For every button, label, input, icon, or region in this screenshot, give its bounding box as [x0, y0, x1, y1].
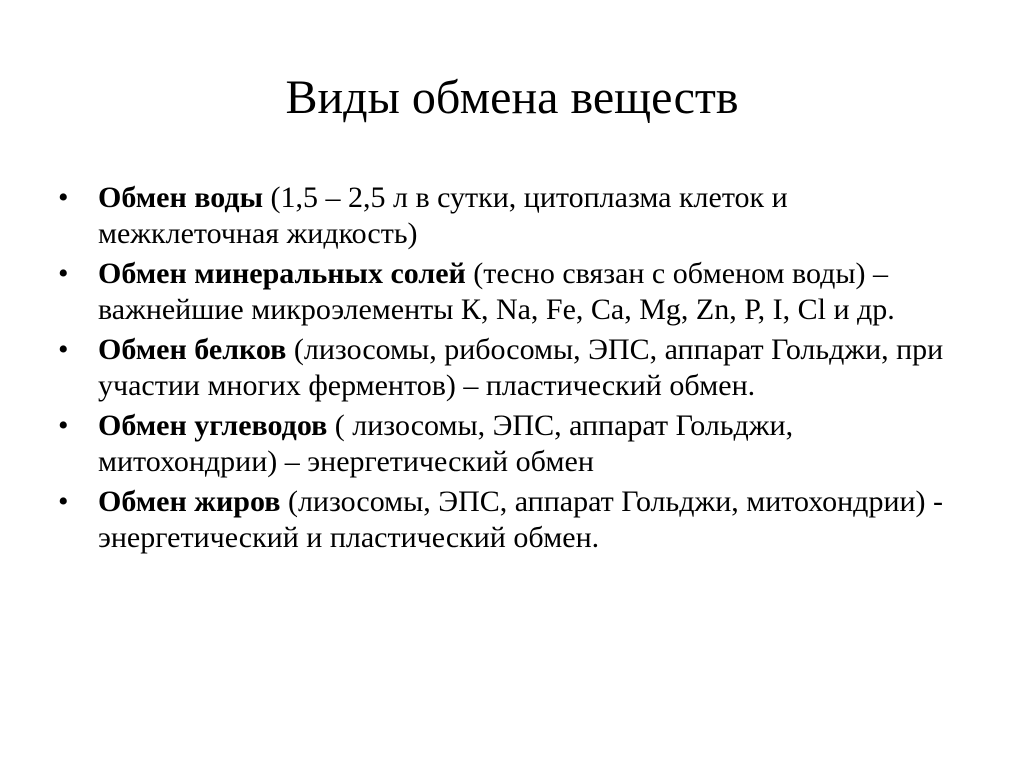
bullet-term: Обмен минеральных солей	[98, 257, 466, 290]
bullet-item-minerals	[58, 256, 958, 328]
bullet-icon: •	[58, 333, 69, 366]
bullet-item-proteins	[58, 332, 958, 404]
bullet-item-water	[58, 180, 958, 252]
bullet-text: ( лизосомы, ЭПС, аппарат Гольджи, митохондрии) – энергетический обмен	[98, 409, 794, 478]
bullet-icon: •	[58, 409, 69, 442]
bullet-term: Обмен воды	[98, 181, 263, 214]
bullet-item-carbohydrates	[58, 408, 958, 480]
bullet-list	[58, 180, 958, 560]
bullet-text: (лизосомы, ЭПС, аппарат Гольджи, митохондрии) - энергетический и пластический обмен.	[98, 485, 944, 554]
bullet-term: Обмен жиров	[98, 485, 281, 518]
bullet-icon: •	[58, 257, 69, 290]
slide-title: Виды обмена веществ	[285, 71, 739, 124]
bullet-icon: •	[58, 181, 69, 214]
bullet-item-fats	[58, 484, 958, 556]
bullet-text: (1,5 – 2,5 л в сутки, цитоплазма клеток и межклеточная жидкость)	[98, 181, 788, 250]
bullet-icon: •	[58, 485, 69, 518]
bullet-term: Обмен белков	[98, 333, 287, 366]
bullet-text: (лизосомы, рибосомы, ЭПС, аппарат Гольджи, при участии многих ферментов) – пластический обмен.	[98, 333, 944, 402]
bullet-text: (тесно связан с обменом воды) – важнейшие микроэлементы К, Na, Fe, Ca, Mg, Zn, P, I, Cl и др.	[98, 257, 895, 326]
bullet-term: Обмен углеводов	[98, 409, 328, 442]
